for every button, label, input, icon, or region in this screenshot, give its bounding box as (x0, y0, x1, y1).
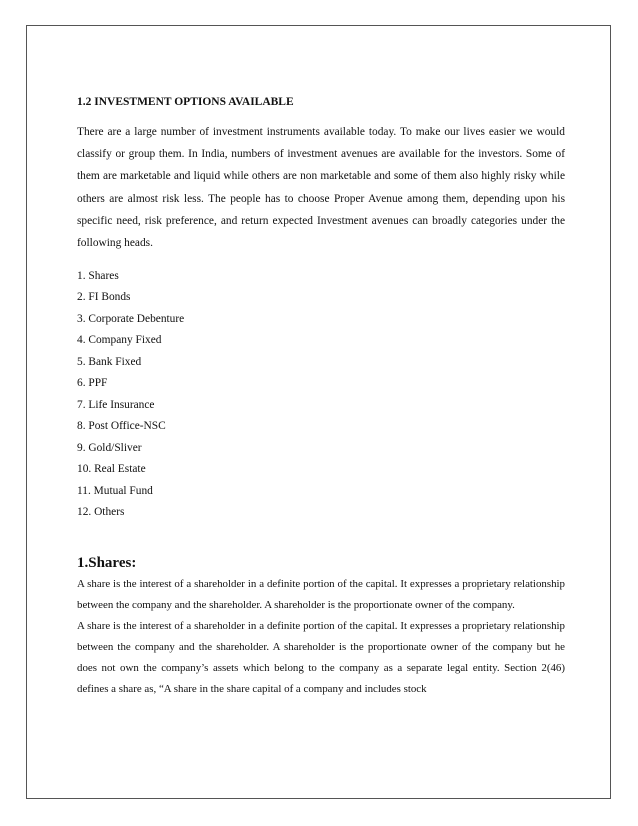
list-item: 1. Shares (77, 270, 119, 282)
list-item: 10. Real Estate (77, 463, 146, 476)
section-paragraph: A share is the interest of a shareholder in a definite portion of the capital. It expresses a proprietary relationship between the company and the shareholder. A shareholder is the proportionate owner of the company. (77, 578, 565, 611)
list-item: 2. FI Bonds (77, 291, 131, 304)
intro-paragraph (77, 121, 565, 254)
list-item: 9. Gold/Sliver (77, 441, 142, 454)
list-item: 8. Post Office-NSC (77, 420, 166, 433)
section-heading: 1.2 INVESTMENT OPTIONS AVAILABLE (77, 96, 294, 108)
intro-text: There are a large number of investment instruments available today. To make our lives easier we would classify or group them. In India, numbers of investment avenues are available for the investors. Some of them are marketable and liquid while others are non marketable and some of them also highly risky while others are almost risk less. The people has to choose Proper Avenue among them, depending upon his specific need, risk preference, and return expected Investment avenues can broadly categories under the following heads. (77, 126, 565, 250)
shares-section-body (77, 574, 565, 699)
section-paragraph: A share is the interest of a shareholder in a definite portion of the capital. It expresses a proprietary relationship between the company and the shareholder. A shareholder is the proportionate owner of the company but he does not own the company’s assets which belong to the company as a separate legal entity. Section 2(46) defines a share as, “A share in the share capital of a company and includes stock (77, 619, 565, 695)
shares-section-title: 1.Shares: (77, 555, 137, 571)
list-item: 4. Company Fixed (77, 334, 162, 347)
list-item: 6. PPF (77, 377, 108, 390)
list-item: 11. Mutual Fund (77, 484, 153, 497)
list-item: 3. Corporate Debenture (77, 312, 185, 325)
list-item: 12. Others (77, 505, 125, 518)
investment-list (77, 266, 184, 523)
list-item: 7. Life Insurance (77, 398, 155, 411)
list-item: 5. Bank Fixed (77, 355, 142, 368)
